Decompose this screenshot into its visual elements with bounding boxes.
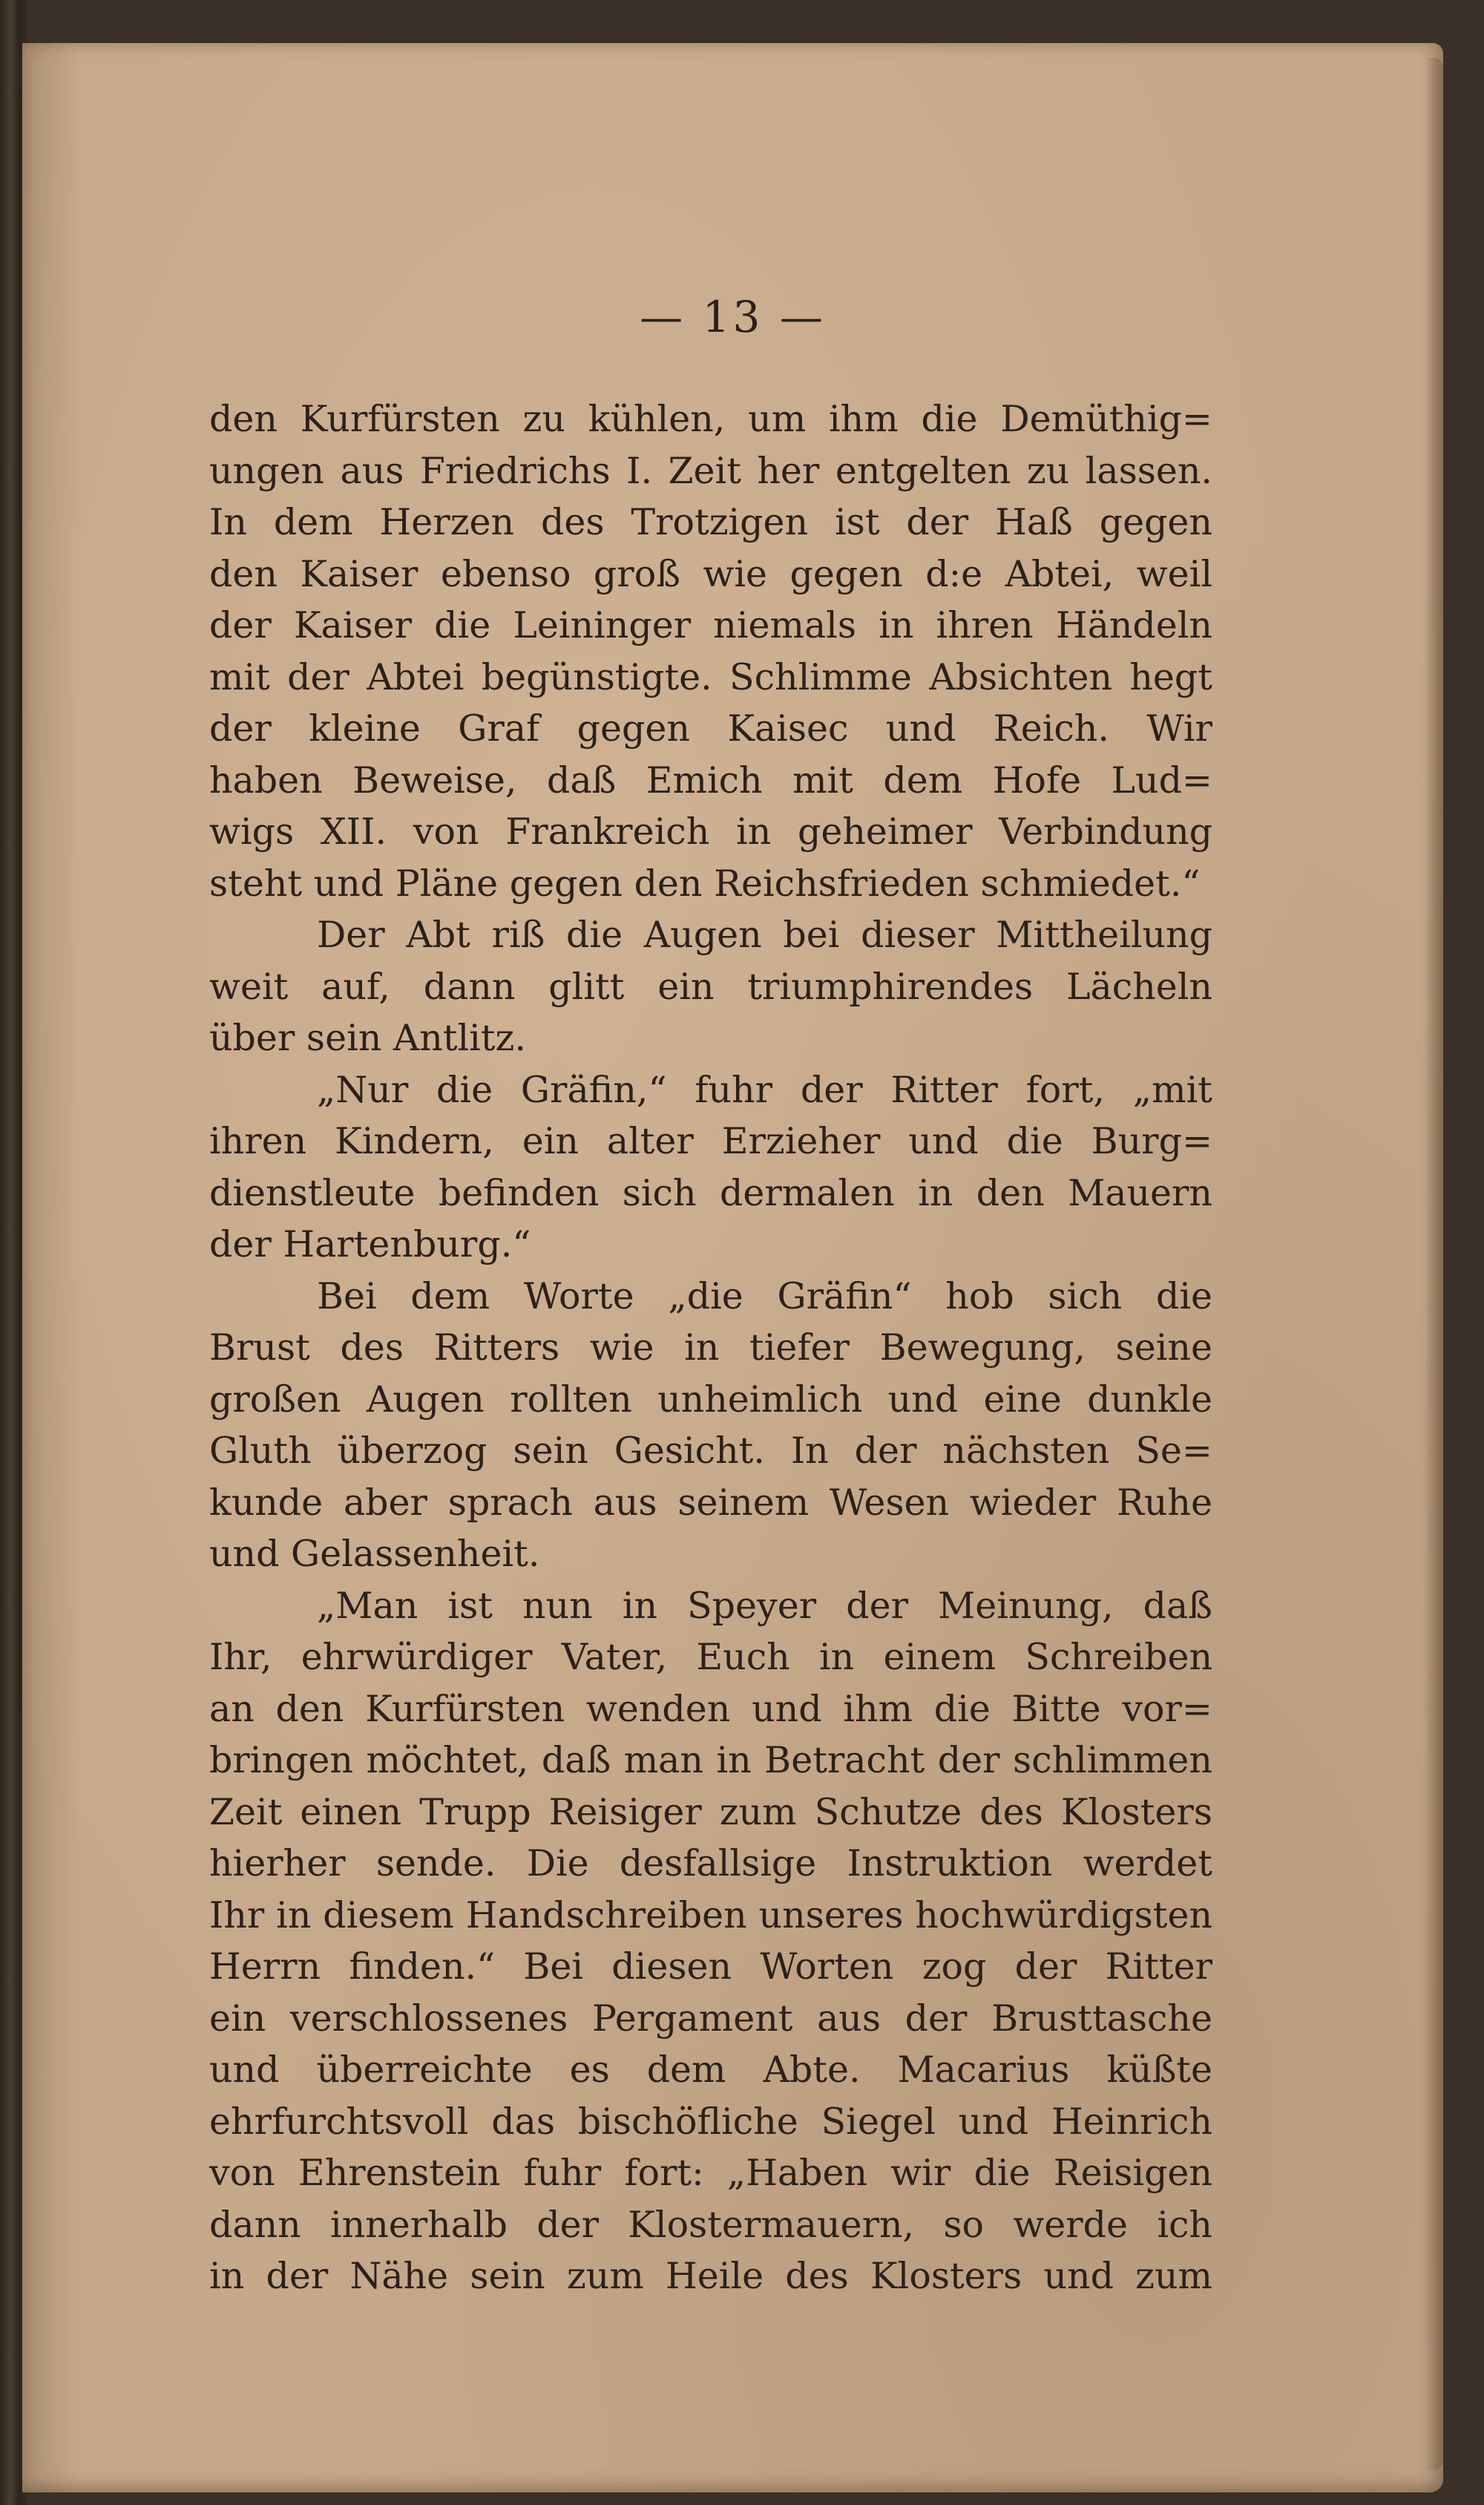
text-line: an den Kurfürsten wenden und ihm die Bitte vor= (209, 1687, 1212, 1730)
book-page (22, 43, 1443, 2492)
text-line: kunde aber sprach aus seinem Wesen wieder Ruhe (209, 1481, 1212, 1524)
text-line: dienstleute befinden sich dermalen in den Mauern (209, 1171, 1212, 1214)
text-line: der kleine Graf gegen Kaisec und Reich. Wir (209, 707, 1212, 750)
text-line: und überreichte es dem Abte. Macarius küßte (209, 2049, 1212, 2091)
text-line: wigs XII. von Frankreich in geheimer Verbindung (209, 811, 1212, 853)
text-line: hierher sende. Die desfallsige Instruktion werdet (209, 1842, 1212, 1885)
text-line: bringen möchtet, daß man in Betracht der schlimmen (209, 1739, 1212, 1781)
text-line: in der Nähe sein zum Heile des Klosters und zum (209, 2255, 1212, 2297)
text-line: von Ehrenstein fuhr fort: „Haben wir die Reisigen (209, 2152, 1212, 2194)
body-text (209, 393, 1212, 2302)
text-line: „Man ist nun in Speyer der Meinung, daß (317, 1584, 1212, 1627)
page-edge-shadow (1424, 58, 1443, 2470)
text-line: den Kurfürsten zu kühlen, um ihm die Demüthig= (209, 398, 1212, 440)
text-line: ehrfurchtsvoll das bischöfliche Siegel und Heinrich (209, 2100, 1212, 2143)
text-line: „Nur die Gräfin,“ fuhr der Ritter fort, „mit (317, 1068, 1212, 1111)
text-line: Herrn finden.“ Bei diesen Worten zog der Ritter (209, 1945, 1212, 1988)
text-line: weit auf, dann glitt ein triumphirendes Lächeln (209, 965, 1212, 1008)
text-line: und Gelassenheit. (209, 1533, 540, 1575)
text-line: haben Beweise, daß Emich mit dem Hofe Lud= (209, 759, 1212, 802)
text-line: ein verschlossenes Pergament aus der Brusttasche (209, 1997, 1212, 2040)
text-line: In dem Herzen des Trotzigen ist der Haß gegen (209, 501, 1212, 543)
text-line: Brust des Ritters wie in tiefer Bewegung, seine (209, 1326, 1212, 1369)
text-line: Gluth überzog sein Gesicht. In der nächsten Se= (209, 1430, 1212, 1472)
text-line: mit der Abtei begünstigte. Schlimme Absichten hegt (209, 655, 1212, 698)
text-line: großen Augen rollten unheimlich und eine dunkle (209, 1378, 1212, 1421)
text-line: ungen aus Friedrichs I. Zeit her entgelten zu lassen. (209, 449, 1212, 492)
text-line: Der Abt riß die Augen bei dieser Mittheilung (317, 914, 1212, 956)
page-number: — 13 — (640, 292, 826, 342)
text-line: der Hartenburg.“ (209, 1223, 531, 1265)
text-line: Bei dem Worte „die Gräfin“ hob sich die (317, 1274, 1212, 1317)
text-line: Ihr, ehrwürdiger Vater, Euch in einem Schreiben (209, 1636, 1212, 1678)
text-line: dann innerhalb der Klostermauern, so werde ich (209, 2203, 1212, 2246)
text-line: ihren Kindern, ein alter Erzieher und die Burg= (209, 1120, 1212, 1162)
text-line: über sein Antlitz. (209, 1017, 526, 1059)
text-line: Zeit einen Trupp Reisiger zum Schutze des Klosters (209, 1790, 1212, 1833)
text-line: der Kaiser die Leininger niemals in ihren Händeln (209, 604, 1212, 646)
text-line: den Kaiser ebenso groß wie gegen d:e Abtei, weil (209, 552, 1212, 595)
text-line: steht und Pläne gegen den Reichsfrieden schmiedet.“ (209, 862, 1201, 905)
text-line: Ihr in diesem Handschreiben unseres hochwürdigsten (209, 1893, 1212, 1936)
